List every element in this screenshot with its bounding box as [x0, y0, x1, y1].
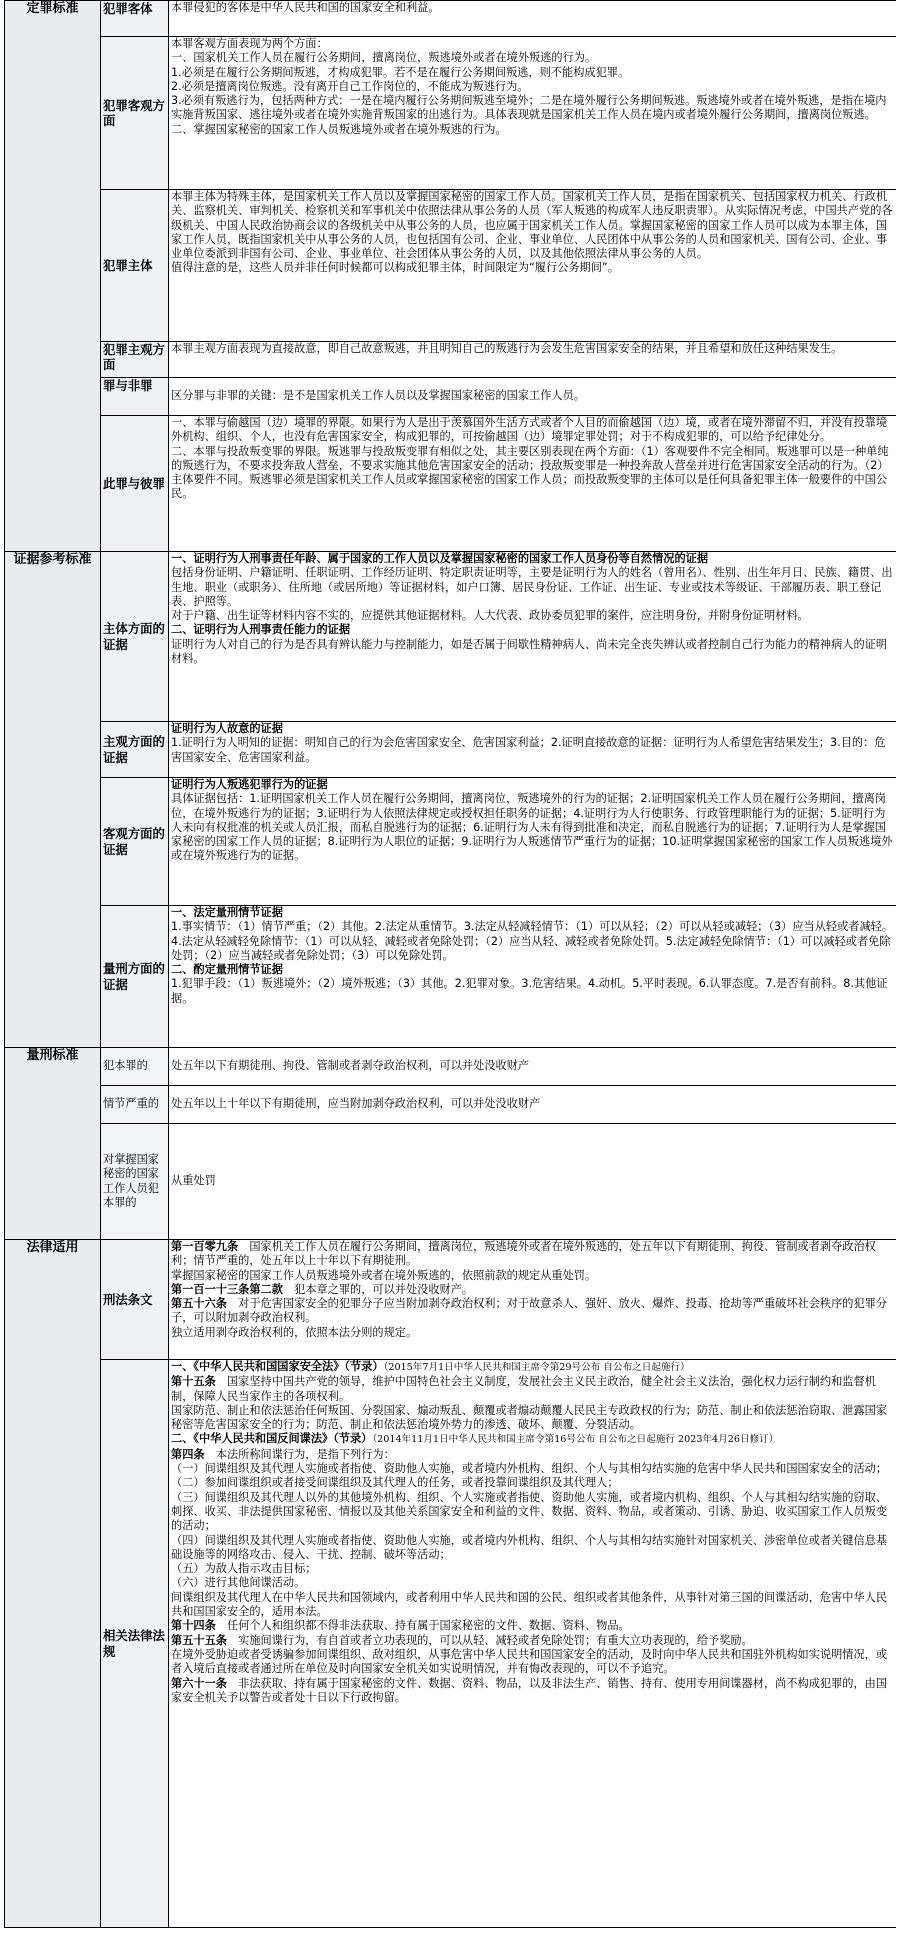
- row-evidence-sentencing: [5, 906, 897, 1048]
- text-subjective-aspect: [169, 342, 897, 378]
- text-line: 一、本罪与偷越国（边）境罪的界限。如果行为人是出于羡慕国外生活方式或者个人目的而偷越国（边）境，或者在境外滞留不归，并没有投靠境外机构、组织、个人，也没有危害国家安全，构成犯罪的，可按偷越国（边）境罪定罪处罚；对于不构成犯罪的，可以给予纪律处分。: [171, 416, 888, 444]
- text-evidence-objective: [169, 778, 897, 906]
- label-evidence-subjective: 主观方面的证据: [101, 722, 169, 778]
- law-heading: [171, 1360, 894, 1375]
- article-number: 第一百零九条: [171, 1240, 239, 1253]
- article-number: 第十五条: [171, 1375, 216, 1389]
- text-line: 对于户籍、出生证等材料内容不实的，应提供其他证据材料。人大代表、政协委员犯罪的案件，应注明身份，并附身份证明材料。: [171, 609, 809, 623]
- article-text: 非法获取、持有属于国家秘密的文件、数据、资料、物品，以及非法生产、销售、持有、使用专用间谍器材，尚不构成犯罪的，由国家安全机关予以警告或者处十日以下行政拘留。: [171, 1676, 888, 1704]
- law-paragraph: 在境外受胁迫或者受诱骗参加间谍组织、敌对组织，从事危害中华人民共和国国家安全的活动，及时向中华人民共和国驻外机构如实说明情况，或者入境后直接或者通过所在单位及时向国家安全机关如实说明情况，并有悔改表现的，可以不予追究。: [171, 1647, 888, 1676]
- law-paragraph: [171, 1448, 894, 1462]
- row-sentence-heavier: [5, 1124, 897, 1240]
- label-objective-aspect: 犯罪客观方面: [101, 37, 169, 190]
- law-paragraph: （四）间谍组织及其代理人实施或者指使、资助他人实施，或者境内外机构、组织、个人与其相勾结实施针对国家机关、涉密单位或者关键信息基础设施等的网络攻击、侵入、干扰、控制、破坏等活动；: [171, 1533, 888, 1561]
- section-heading: 一、法定量刑情节证据: [171, 906, 283, 919]
- article-text: 国家坚持中国共产党的领导，维护中国特色社会主义制度，发展社会主义民主政治，健全社会主义法治，强化权力运行制约和监督机制，保障人民当家作主的各项权利。: [171, 1375, 876, 1403]
- label-evidence-subject: 主体方面的证据: [101, 552, 169, 722]
- crime-standard-table: [4, 0, 896, 1928]
- label-sentence-serious: 情节严重的: [101, 1086, 169, 1124]
- text-evidence-sentencing: [169, 906, 897, 1048]
- label-subjective-aspect: 犯罪主观方面: [101, 342, 169, 378]
- text-crime-subject: [169, 190, 897, 342]
- text-line: 1.证明行为人明知的证据：明知自己的行为会危害国家安全、危害国家利益；2.证明直接故意的证据：证明行为人希望危害结果发生；3.目的：危害国家安全、危害国家利益。: [171, 736, 886, 764]
- article-number: 第五十六条: [171, 1297, 227, 1311]
- text-line: 一、国家机关工作人员在履行公务期间，擅离岗位，叛逃境外或者在境外叛逃的行为。: [171, 51, 597, 65]
- law-paragraph: （三）间谍组织及其代理人以外的其他境外机构、组织、个人实施或者指使、资助他人实施，或者境内机构、组织、个人与其相勾结实施的窃取、刺探、收买、非法提供国家秘密、情报以及其他关系国家安全和利益的文件、数据、资料、物品，或者策动、引诱、胁迫、收买国家工作人员叛变的活动；: [171, 1490, 888, 1533]
- article-text: 犯本章之罪的，可以并处没收财产。: [282, 1282, 474, 1296]
- row-subjective-aspect: [5, 342, 897, 378]
- text-crime-or-not: [169, 378, 897, 416]
- article-text: 实施间谍行为，有自首或者立功表现的，可以从轻、减轻或者免除处罚；有重大立功表现的，给予奖励。: [226, 1633, 753, 1647]
- text-line: 本罪客观方面表现为两个方面：: [171, 37, 328, 50]
- article-text: 本法所称间谍行为，是指下列行为：: [204, 1447, 395, 1461]
- text-line: 具体证据包括：1.证明国家机关工作人员在履行公务期间，擅离岗位，叛逃境外的行为的证据；2.证明国家机关工作人员在履行公务期间，擅离岗位，在境外叛逃行为的证据；3.证明行为人依照法律规定或授权担任职务的证据；4.证明行为人行使职务、行政管理职能行为的证据；5.证明行为人未向有权批准的机关或人员汇报，而私自脱逃行为的证据；6.证明行为人未有得到批准和决定，而私自脱逃行为的证据；7.证明行为人是掌握国家秘密的国家工作人员的证据；8.证明行为人职位的证据；9.证明行为人叛逃情节严重行为的证据；10.证明掌握国家秘密的国家工作人员叛逃境外或在境外叛逃行为的证据。: [171, 792, 893, 863]
- row-related-laws: [5, 1360, 897, 1928]
- label-sentence-heavier: 对掌握国家秘密的国家工作人员犯本罪的: [101, 1124, 169, 1240]
- section-heading: 二、酌定量刑情节证据: [171, 963, 283, 977]
- law-note: （2015年7月1日中华人民共和国主席令第29号公布 自公布之日起施行）: [383, 1362, 690, 1373]
- group-evidence-standard: 证据参考标准: [5, 552, 101, 1048]
- article-number: 第一百一十三条第二款: [171, 1282, 283, 1296]
- text-line: 证明行为人对自己的行为是否具有辨认能力与控制能力，如是否属于间歇性精神病人、尚未完全丧失辨认或者控制自己行为能力的精神病人的证明材料。: [171, 637, 888, 666]
- text-line: 处五年以下有期徒刑、拘役、管制或者剥夺政治权利，可以并处没收财产: [171, 1059, 530, 1073]
- article-text: 国家机关工作人员在履行公务期间，擅离岗位，叛逃境外或者在境外叛逃的，处五年以下有期徒刑、拘役、管制或者剥夺政治权利；情节严重的，处五年以上十年以下有期徒刑。: [171, 1240, 876, 1268]
- article-number: 第十四条: [171, 1619, 216, 1633]
- text-evidence-subject: [169, 552, 897, 722]
- law-paragraph: （六）进行其他间谍活动。: [171, 1576, 306, 1590]
- label-evidence-objective: 客观方面的证据: [101, 778, 169, 906]
- text-this-vs-other-crime: [169, 416, 897, 552]
- law-paragraph: 独立适用剥夺政治权利的，依照本法分则的规定。: [171, 1325, 418, 1339]
- text-line: 二、掌握国家秘密的国家工作人员叛逃境外或者在境外叛逃的行为。: [171, 122, 507, 136]
- law-paragraph: [171, 1634, 894, 1648]
- row-sentence-basic: [5, 1048, 897, 1086]
- article-number: 第四条: [171, 1447, 205, 1461]
- text-related-laws: [169, 1360, 897, 1928]
- text-line: 区分罪与非罪的关键：是不是国家机关工作人员以及掌握国家秘密的国家工作人员。: [171, 389, 585, 403]
- text-line: 二、本罪与投敌叛变罪的界限。叛逃罪与投敌叛变罪有相似之处，其主要区别表现在两个方面：（1）客观要件不完全相同。叛逃罪可以是一种单纯的叛逃行为，不要求投奔敌人营垒，不要求实施其他危害国家安全的活动；投敌叛变罪是一种投奔敌人营垒并进行危害国家安全活动的行为。（2）主体要件不同。叛逃罪必须是国家机关工作人员或掌握国家秘密的国家工作人员；而投敌叛变罪的主体可以是任何具备犯罪主体一般要件的中国公民。: [171, 444, 889, 501]
- row-criminal-law-articles: [5, 1240, 897, 1360]
- group-law-application: 法律适用: [5, 1240, 101, 1928]
- law-paragraph: （五）为敌人指示攻击目标；: [171, 1562, 317, 1576]
- article-number: 第五十五条: [171, 1633, 227, 1647]
- row-evidence-subject: [5, 552, 897, 722]
- text-line: 包括身份证明、户籍证明、任职证明、工作经历证明、特定职责证明等，主要是证明行为人的姓名（曾用名）、性别、出生年月日、民族、籍贯、出生地、职业（或职务）、住所地（或居所地）等证据材料，如户口簿、居民身份证、工作证、出生证、专业或技术等级证、干部履历表、职工登记表、护照等。: [171, 566, 893, 608]
- label-criminal-law-articles: 刑法条文: [101, 1240, 169, 1360]
- article-text: 对于危害国家安全的犯罪分子应当附加剥夺政治权利；对于故意杀人、强奸、放火、爆炸、投毒、抢劫等严重破坏社会秩序的犯罪分子，可以附加剥夺政治权利。: [171, 1297, 888, 1325]
- law-paragraph: [171, 1375, 894, 1404]
- text-line: 从重处罚: [171, 1174, 216, 1188]
- law-paragraph: （一）间谍组织及其代理人实施或者指使、资助他人实施，或者境内外机构、组织、个人与其相勾结实施的危害中华人民共和国国家安全的活动；: [171, 1462, 888, 1476]
- row-crime-subject: [5, 190, 897, 342]
- label-evidence-sentencing: 量刑方面的证据: [101, 906, 169, 1048]
- law-paragraph: 间谍组织及其代理人在中华人民共和国领域内，或者利用中华人民共和国的公民、组织或者其他条件，从事针对第三国的间谍活动，危害中华人民共和国国家安全的，适用本法。: [171, 1590, 888, 1619]
- law-paragraph: [171, 1677, 894, 1706]
- label-crime-subject: 犯罪主体: [101, 190, 169, 342]
- group-conviction-standard: 定罪标准: [5, 1, 101, 552]
- section-heading: 二、证明行为人刑事责任能力的证据: [171, 623, 351, 637]
- text-evidence-subjective: [169, 722, 897, 778]
- row-crime-object: [5, 1, 897, 37]
- law-paragraph: [171, 1283, 894, 1297]
- group-sentencing-standard: 量刑标准: [5, 1048, 101, 1240]
- text-line: 本罪侵犯的客体是中华人民共和国的国家安全和利益。: [171, 1, 440, 14]
- text-crime-object: [169, 1, 897, 37]
- section-heading: 证明行为人叛逃犯罪行为的证据: [171, 778, 328, 791]
- text-line: 2.必须是擅离岗位叛逃。没有离开自己工作岗位的，不能成为叛逃行为。: [171, 79, 529, 93]
- row-sentence-serious: [5, 1086, 897, 1124]
- text-objective-aspect: [169, 37, 897, 190]
- text-line: 处五年以上十年以下有期徒刑，应当附加剥夺政治权利，可以并处没收财产: [171, 1097, 541, 1111]
- text-line: 3.必须有叛逃行为，包括两种方式：一是在境内履行公务期间叛逃至境外；二是在境外履行公务期间叛逃。叛逃境外或者在境外叛逃，是指在境内实施背叛国家、逃往境外或者在境外实施背叛国家的出逃行为。具体表现就是国家机关工作人员在境内或者境外履行公务期间，擅离岗位叛逃。: [171, 94, 887, 122]
- text-sentence-serious: [169, 1086, 897, 1124]
- text-sentence-basic: [169, 1048, 897, 1086]
- section-heading: 一、证明行为人刑事责任年龄、属于国家的工作人员以及掌握国家秘密的国家工作人员身份等自然情况的证据: [171, 552, 709, 565]
- document-page: [4, 0, 896, 1954]
- row-evidence-objective: [5, 778, 897, 906]
- text-line: 值得注意的是，这些人员并非任何时候都可以构成犯罪主体，时间限定为“履行公务期间”。: [171, 261, 619, 275]
- label-sentence-basic: 犯本罪的: [101, 1048, 169, 1086]
- text-sentence-heavier: [169, 1124, 897, 1240]
- row-crime-or-not: [5, 378, 897, 416]
- law-paragraph: [171, 1240, 894, 1269]
- text-line: 1.必须是在履行公务期间叛逃，才构成犯罪。若不是在履行公务期间叛逃，则不能构成犯罪。: [171, 65, 630, 79]
- label-this-vs-other-crime: 此罪与彼罪: [101, 416, 169, 552]
- text-line: 本罪主体为特殊主体，是国家机关工作人员以及掌握国家秘密的国家工作人员。国家机关工作人员，是指在国家机关、包括国家权力机关、行政机关、监察机关、审判机关、检察机关和军事机关中依照法律从事公务的人员（军人叛逃的构成军人违反职责罪）。从实际情况考虑，中国共产党的各级机关、中国人民政治协商会议的各级机关中从事公务的人员，也应属于国家机关工作人员。掌握国家秘密的国家工作人员可以成为本罪主体，国家工作人员，既指国家机关中从事公务的人员，也包括国有公司、企业、事业单位、人民团体中从事公务的人员和国家机关、国有公司、企业、事业单位委派到非国有公司、企业、事业单位、社会团体从事公务的人员，以及其他依照法律从事公务的人员。: [171, 190, 893, 261]
- law-heading: [171, 1432, 894, 1447]
- law-title: 一、《中华人民共和国国家安全法》（节录）: [171, 1360, 384, 1373]
- law-paragraph: 掌握国家秘密的国家工作人员叛逃境外或者在境外叛逃的，依照前款的规定从重处罚。: [171, 1268, 597, 1282]
- row-objective-aspect: [5, 37, 897, 190]
- article-text: 任何个人和组织都不得非法获取、持有属于国家秘密的文件、数据、资料、物品。: [215, 1619, 630, 1633]
- row-evidence-subjective: [5, 722, 897, 778]
- law-paragraph: [171, 1297, 894, 1326]
- law-paragraph: （二）参加间谍组织或者接受间谍组织及其代理人的任务，或者投靠间谍组织及其代理人；: [171, 1476, 619, 1490]
- text-line: 1.犯罪手段：（1）叛逃境外；（2）境外叛逃；（3）其他。2.犯罪对象。3.危害结果。4.动机。5.平时表现。6.认罪态度。7.是否有前科。8.其他证据。: [171, 977, 888, 1005]
- law-note: （2014年11月1日中华人民共和国主席令第16号公布 自公布之日起施行 2023年4月26日修订）: [372, 1434, 779, 1446]
- law-title: 二、《中华人民共和国反间谍法》（节录）: [171, 1432, 373, 1446]
- section-heading: 证明行为人故意的证据: [171, 722, 283, 735]
- label-related-laws: 相关法律法规: [101, 1360, 169, 1928]
- label-crime-object: 犯罪客体: [101, 1, 169, 37]
- text-line: 本罪主观方面表现为直接故意，即自己故意叛逃，并且明知自己的叛逃行为会发生危害国家安全的结果，并且希望和放任这种结果发生。: [171, 342, 843, 355]
- text-line: 1.事实情节：（1）情节严重；（2）其他。2.法定从重情节。3.法定从轻减轻情节：（1）可以从轻；（2）可以从轻或减轻；（3）应当从轻或者减轻。4.法定从轻减轻免除情节：（1）可以从轻、减轻或者免除处罚；（2）应当从轻、减轻或者免除处罚。5.法定减轻免除情节：（1）可以减轻或者免除处罚；（2）应当减轻或者免除处罚；（3）可以免除处罚。: [171, 920, 894, 962]
- law-paragraph: [171, 1619, 894, 1633]
- row-this-vs-other-crime: [5, 416, 897, 552]
- label-crime-or-not: 罪与非罪: [101, 378, 169, 416]
- article-number: 第六十一条: [171, 1676, 227, 1690]
- text-criminal-law-articles: [169, 1240, 897, 1360]
- law-paragraph: 国家防范、制止和依法惩治任何叛国、分裂国家、煽动叛乱、颠覆或者煽动颠覆人民民主专政政权的行为；防范、制止和依法惩治窃取、泄露国家秘密等危害国家安全的行为；防范、制止和依法惩治境外势力的渗透、破坏、颠覆、分裂活动。: [171, 1403, 888, 1432]
